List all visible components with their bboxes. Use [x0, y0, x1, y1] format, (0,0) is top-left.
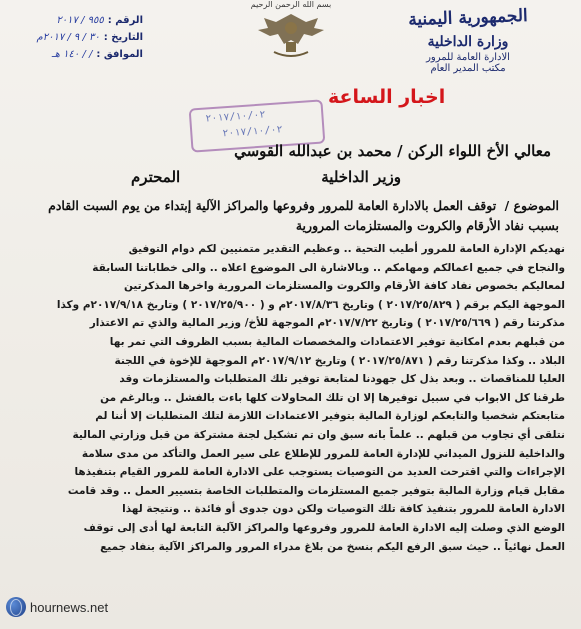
- body-line: الإجراءات والتي اقترحت العديد من التوصيات يستوجب على الادارة العامة للمرور القيام بتنفيذها: [74, 466, 565, 479]
- reference-row: [8, 12, 143, 29]
- hijri-label: الموافق :: [96, 49, 143, 60]
- subject-label: الموضوع /: [504, 198, 559, 213]
- office-name: مكتب المدير العام: [430, 63, 506, 74]
- body-line: الادارة العامة للمرور بتنفيذ كافة تلك التوصيات ولكن دون جدوى أو فائدة .. ونتيجة لهذا: [122, 503, 565, 516]
- addressee-line: [21, 142, 551, 160]
- site-brand-text: hournews.net: [30, 599, 109, 615]
- body-line: من قبلهم بعدم امكانية توفير الاعتمادات والمخصصات المالية بسبب الظروف التي تمر بها: [109, 335, 565, 348]
- body-line: نتلقى أي تجاوب من قبلهم .. علماً بانه سبق وان تم تشكيل لجنة مشتركة من قبل وزارتي المالية: [72, 428, 565, 441]
- news-watermark: اخبار الساعة: [328, 86, 446, 108]
- basmala: بسم الله الرحمن الرحيم: [250, 0, 332, 9]
- addressee-name: معالي الأخ اللواء الركن / محمد بن عبدالله القوسي: [234, 142, 551, 160]
- body-line: البلاد .. وكذا مذكرتنا رقم ( ٢٠١٧/٢٥/٨٧١ ) وتاريخ ٢٠١٧/٩/١٢م الموجهة للإخوة في اللجنة: [114, 354, 565, 367]
- department-name: الادارة العامة للمرور: [426, 52, 510, 63]
- body-line: العليا للمناقصات .. وبعد بذل كل جهودنا لمتابعة توفير تلك المتطلبات والمستلزمات وقد: [119, 373, 565, 386]
- body-line: مقابل قيام وزارة المالية بتوفير جميع المستلزمات والمتطلبات الخاصة بتسيير العمل .. وقد قامت: [67, 484, 565, 497]
- body-line: والنجاح في جميع اعمالكم ومهامكم .. وبالاشارة الى الموضوع اعلاه .. والى خطاباتنا السابقة: [92, 261, 565, 274]
- body-line: العمل نهائياً .. حيث سبق الرفع اليكم بنسخ من بلاغ مدراء المرور والمراكز الآلية بنفاد جميع: [100, 540, 565, 553]
- reference-block: [8, 12, 143, 63]
- addressee-block: [21, 142, 551, 186]
- country-name: الجمهورية اليمنية: [407, 5, 529, 31]
- ministry-name: وزارة الداخلية: [427, 34, 509, 50]
- subject-line: [19, 196, 559, 236]
- addressee-title: وزير الداخلية: [321, 168, 401, 186]
- addressee-honorific: المحترم: [131, 168, 181, 186]
- body-line: متابعتكم شخصيا والتابعكم لوزارة المالية بتوفير الاعتمادات اللازمة لتلك المتطلبات إلا أننا لم: [95, 410, 565, 423]
- stamp-date-1: ٢٠١٧/١٠/٠٢: [205, 109, 266, 125]
- subject-text: توقف العمل بالادارة العامة للمرور وفروعها والمراكز الآلية إبتداء من يوم السبت القادم بسبب نفاد الأرقام والكروت والمستلزمات المرورية: [48, 198, 559, 233]
- body-line: الموجهة اليكم برقم ( ٢٠١٧/٢٥/٨٢٩ ) وتاريخ ٢٠١٧/٨/٣٦م و ( ٢٠١٧/٢٥/٩٠٠ ) وتاريخ ٢٠١٧/٩/١٨م وكذا: [56, 298, 565, 311]
- reference-label: الرقم :: [107, 15, 143, 26]
- date-label: التاريخ :: [103, 32, 143, 43]
- hijri-row: [8, 46, 143, 63]
- date-value: ٣٠ / ٩ / ٢٠١٧م: [36, 32, 100, 43]
- body-line: لمعاليكم بخصوص نفاد كافة الأرقام والكروت والمستلزمات المرورية واخرها المذكرتين: [123, 280, 565, 293]
- hijri-value: / / ١٤٠ هـ: [51, 49, 93, 60]
- body-line: مذكرتنا رقم ( ٢٠١٧/٢٥/٦٦٩ ) وتاريخ ٢٠١٧/٧/٢٢م الموجهة للأخ/ وزير المالية والذي تم الاعتذار: [89, 317, 565, 330]
- addressee-title-line: [21, 168, 551, 186]
- eagle-emblem-icon: [246, 4, 336, 60]
- date-row: [8, 29, 143, 46]
- letter-body: [17, 240, 565, 629]
- stamp-date-2: ٢٠١٧/١٠/٠٢: [222, 124, 283, 140]
- body-line: طرقنا كل الابواب في سبيل توفيرها إلا ان تلك المحاولات كلها باءت بالفشل .. وبالرغم من: [100, 391, 565, 404]
- body-line: والداخلية للنزول الميداني للإدارة العامة للمرور للإطلاع على سير العمل والتأكد من مدى سلامة: [81, 447, 565, 460]
- body-line: نهديكم الإدارة العامة للمرور أطيب التحية .. وعظيم التقدير متمنيين لكم دوام التوفيق: [128, 243, 565, 255]
- body-line: الوضع الذي وصلت إليه الادارة العامة للمرور وفروعها والمراكز الآلية التابعة لها أدى إلى توقف: [83, 521, 565, 534]
- site-brand: [6, 596, 108, 618]
- ministry-header: [373, 5, 563, 74]
- globe-icon: [6, 597, 26, 617]
- reference-value: ٩٥٥ / ٢٠١٧: [56, 15, 104, 26]
